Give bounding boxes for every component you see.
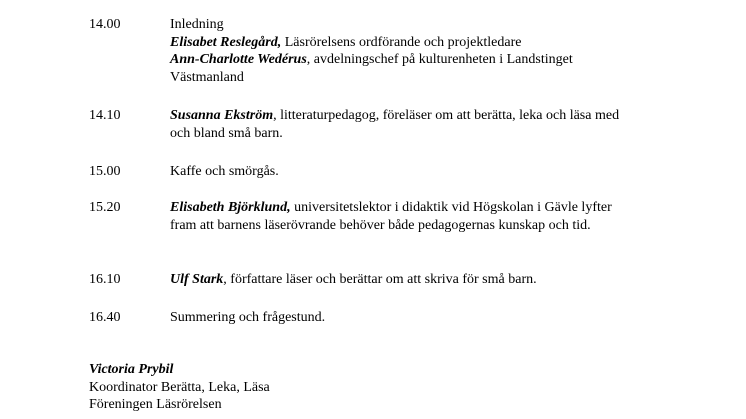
speaker-name: Elisabet Reslegård, [170,34,282,50]
schedule-time: 14.00 [89,17,121,32]
schedule-text [170,199,640,234]
schedule-text [170,271,650,289]
schedule-heading: Inledning [170,17,224,32]
speaker-description: Läsrörelsens ordförande och projektledare [281,34,522,50]
schedule-text [170,16,650,86]
signature-block [89,361,489,414]
speaker-name: Elisabeth Björklund, [170,200,291,215]
speaker-description: , avdelningschef på kulturenheten i Landstinget Västmanland [170,52,573,85]
schedule-time: 14.10 [89,108,121,123]
signature-organization: Föreningen Läsrörelsen [89,397,222,412]
speaker-name: Susanna Ekström [170,108,274,123]
schedule-text: Summering och frågestund. [170,310,326,325]
speaker-line [170,51,630,86]
speaker-description: , författare läser och berättar om att skriva för små barn. [223,272,537,287]
speaker-line [170,34,650,52]
schedule-time: 16.10 [89,272,121,287]
speaker-name: Ann-Charlotte Wedérus [170,52,307,67]
speaker-description: universitetslektor i didaktik vid Högskolan i Gävle lyfter fram att barnens läserövrande behöver både pedagogernas kunskap och tid. [170,200,612,233]
speaker-description: , litteraturpedagog, föreläser om att berätta, leka och läsa med och bland små barn. [170,108,620,141]
schedule-text [170,107,640,142]
signature-name: Victoria Prybil [89,362,174,377]
schedule-time: 16.40 [89,310,121,325]
schedule-time: 15.00 [89,164,121,179]
signature-title: Koordinator Berätta, Leka, Läsa [89,379,270,395]
speaker-name: Ulf Stark [170,272,224,287]
schedule-text: Kaffe och smörgås. [170,164,279,179]
schedule-time: 15.20 [89,200,121,215]
